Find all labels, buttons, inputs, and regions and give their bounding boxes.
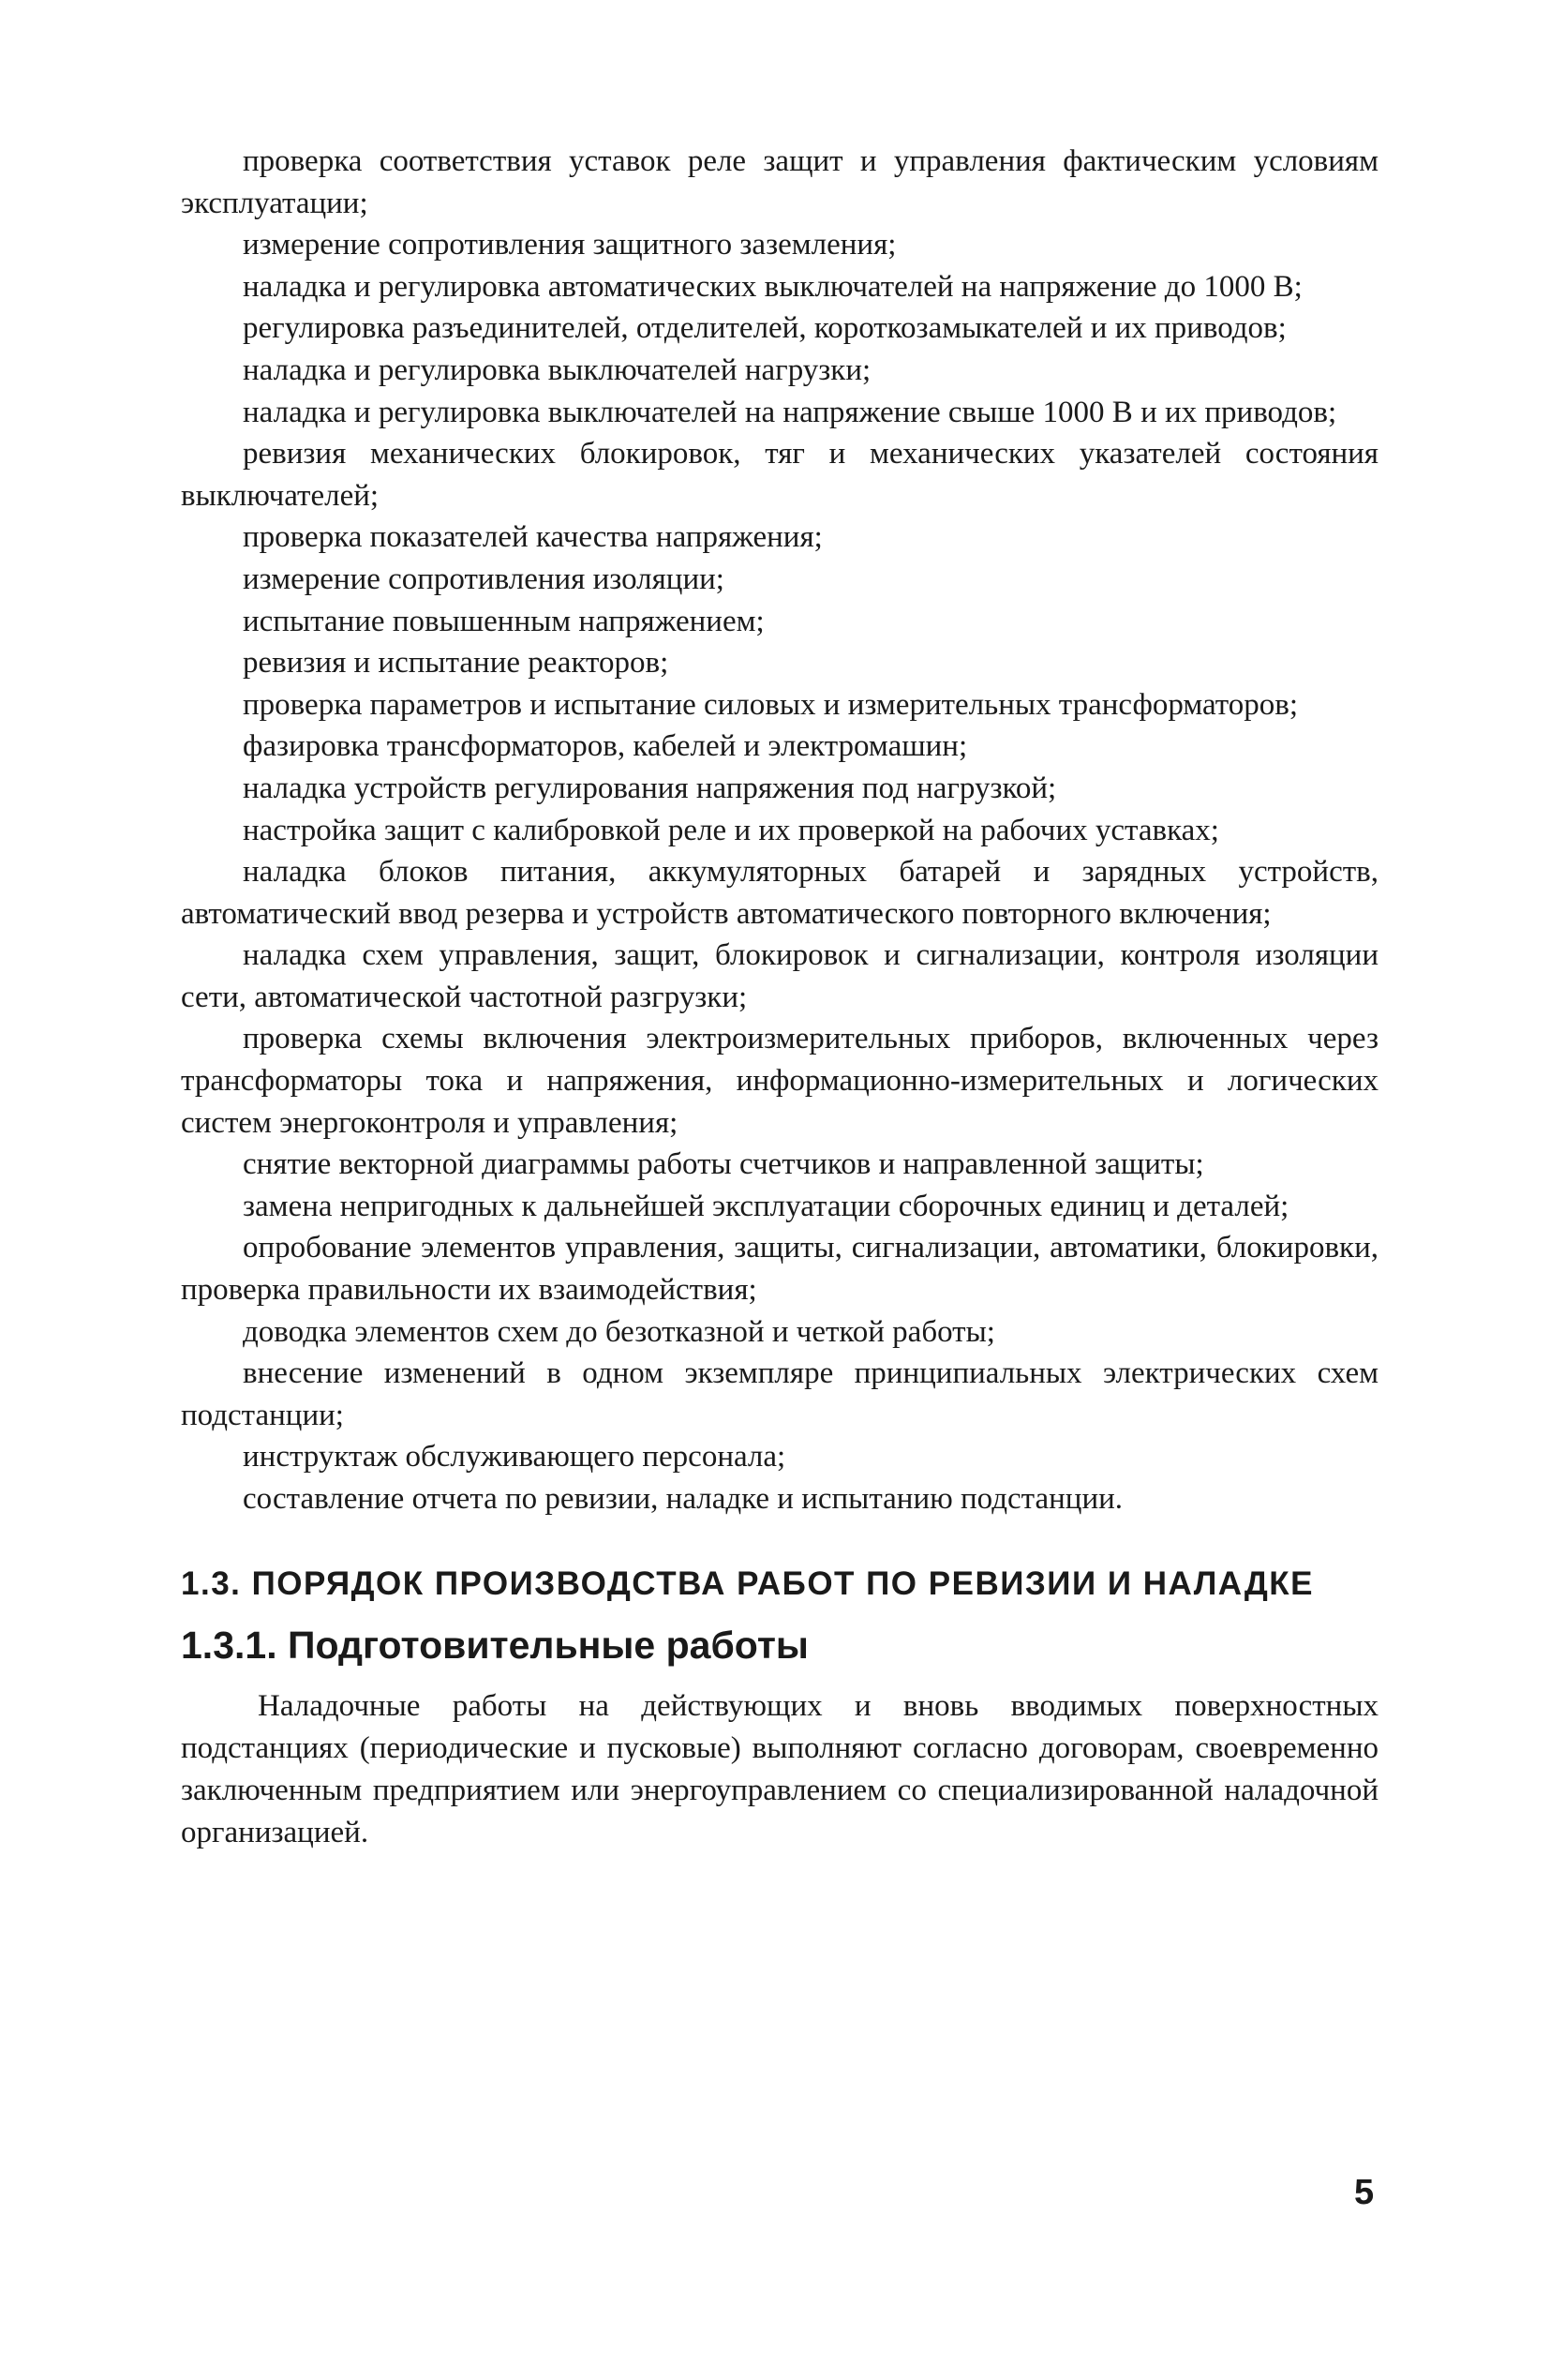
page-number: 5 [1354, 2173, 1375, 2212]
list-item: наладка схем управления, защит, блокировок и сигнализации, контроля изоляции сети, автоматической частотной разгрузки; [181, 938, 1379, 1014]
list-item: ревизия и испытание реакторов; [243, 646, 669, 681]
list-item: доводка элементов схем до безотказной и четкой работы; [243, 1314, 995, 1349]
list-item: снятие векторной диаграммы работы счетчиков и направленной защиты; [243, 1147, 1204, 1182]
page-body [181, 141, 1379, 1854]
body-paragraph: Наладочные работы на действующих и вновь вводимых поверхностных подстанциях (периодические и пусковые) выполняют согласно договорам, своевременно заключенным предприятием или энергоуправлением со специализированной наладочной организацией. [181, 1688, 1379, 1849]
list-item: замена непригодных к дальнейшей эксплуатации сборочных единиц и деталей; [243, 1189, 1289, 1223]
list-item: регулировка разъединителей, отделителей, короткозамыкателей и их приводов; [243, 311, 1287, 346]
list-item: наладка и регулировка выключателей нагрузки; [243, 352, 872, 387]
list-item: настройка защит с калибровкой реле и их проверкой на рабочих уставках; [243, 813, 1219, 847]
section-heading: 1.3. ПОРЯДОК ПРОИЗВОДСТВА РАБОТ ПО РЕВИЗИИ И НАЛАДКЕ [181, 1564, 1314, 1602]
list-item: проверка показателей качества напряжения; [243, 520, 823, 555]
list-item: проверка соответствия уставок реле защит и управления фактическим условиям эксплуатации; [181, 144, 1379, 220]
list-item: проверка параметров и испытание силовых и измерительных трансформаторов; [243, 687, 1299, 722]
list-item: измерение сопротивления защитного заземления; [243, 228, 897, 262]
list-item: опробование элементов управления, защиты, сигнализации, автоматики, блокировки, проверка правильности их взаимодействия; [181, 1231, 1379, 1308]
list-item: внесение изменений в одном экземпляре принципиальных электрических схем подстанции; [181, 1356, 1379, 1432]
list-item: наладка и регулировка выключателей на напряжение свыше 1000 В и их приводов; [243, 395, 1337, 429]
list-item: инструктаж обслуживающего персонала; [243, 1440, 786, 1474]
list-item: ревизия механических блокировок, тяг и механических указателей состояния выключателей; [181, 437, 1379, 513]
subsection-heading: 1.3.1. Подготовительные работы [181, 1623, 809, 1667]
list-item: измерение сопротивления изоляции; [243, 561, 724, 596]
list-item: наладка блоков питания, аккумуляторных батарей и зарядных устройств, автоматический ввод резерва и устройств автоматического повторного включения; [181, 855, 1379, 931]
work-list [181, 141, 1379, 1520]
list-item: наладка устройств регулирования напряжения под нагрузкой; [243, 771, 1057, 805]
list-item: составление отчета по ревизии, наладке и испытанию подстанции. [243, 1482, 1124, 1516]
list-item: испытание повышенным напряжением; [243, 604, 765, 638]
list-item: фазировка трансформаторов, кабелей и электромашин; [243, 729, 968, 764]
list-item: наладка и регулировка автоматических выключателей на напряжение до 1000 В; [243, 269, 1303, 304]
list-item: проверка схемы включения электроизмерительных приборов, включенных через трансформаторы тока и напряжения, информационно-измерительных и логических систем энергоконтроля и управления; [181, 1022, 1379, 1140]
